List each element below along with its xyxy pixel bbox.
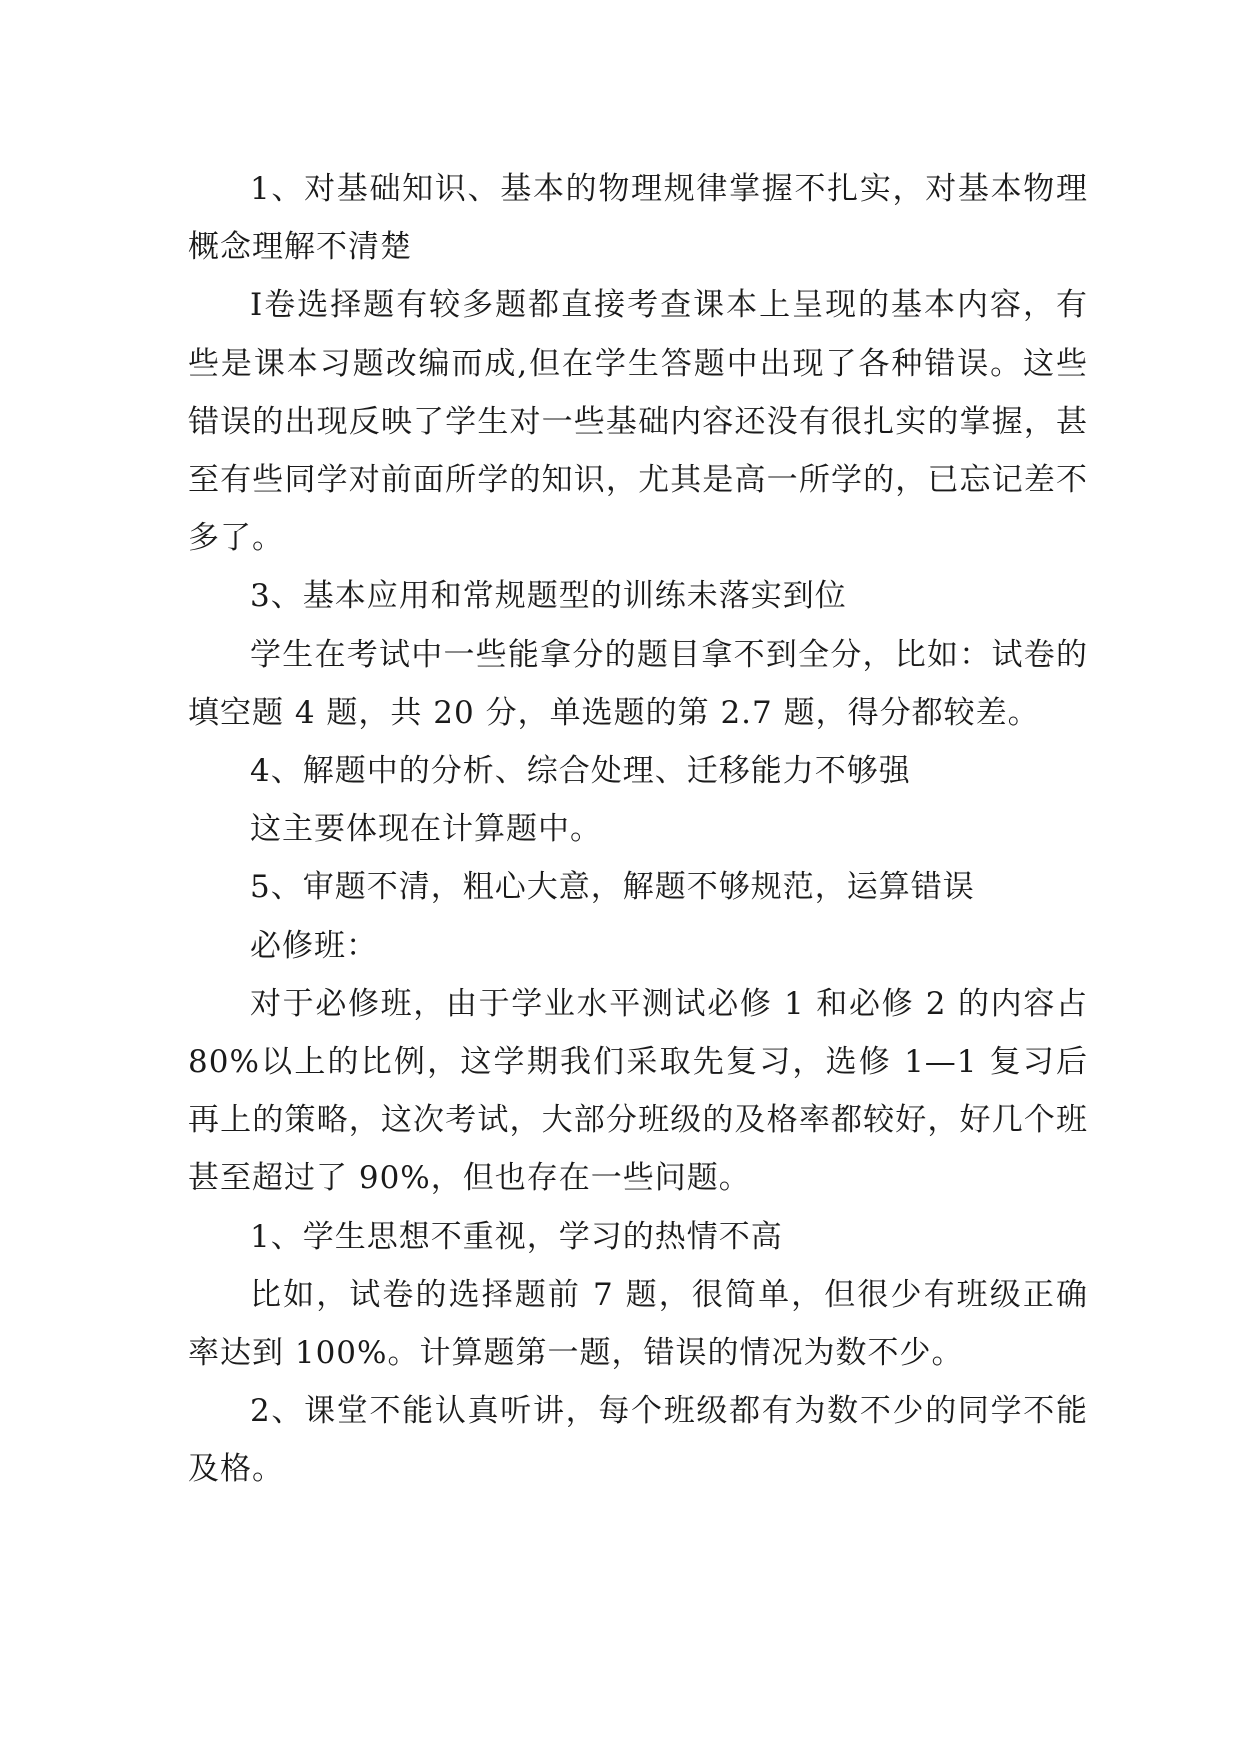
paragraph-heading-basic-knowledge: 1、对基础知识、基本的物理规律掌握不扎实，对基本物理概念理解不清楚 bbox=[188, 171, 1088, 266]
paragraph-multiple-choice-errors: Ⅰ卷选择题有较多题都直接考查课本上呈现的基本内容，有些是课本习题改编而成,但在学生答题中出现了各种错误。这些错误的出现反映了学生对一些基础内容还没有很扎实的掌握，甚至有些同学对前面所学的知识，尤其是高一所学的，已忘记差不多了。 bbox=[188, 287, 1088, 557]
paragraph-heading-practice: 3、基本应用和常规题型的训练未落实到位 bbox=[250, 578, 847, 615]
paragraph-required-class-heading: 必修班： bbox=[250, 927, 378, 964]
paragraph-score-loss: 学生在考试中一些能拿分的题目拿不到全分，比如：试卷的填空题 4 题，共 20 分，单选题的第 2.7 题，得分都较差。 bbox=[188, 636, 1088, 731]
paragraph-heading-attitude: 1、学生思想不重视，学习的热情不高 bbox=[250, 1218, 783, 1255]
document-body bbox=[188, 160, 1088, 1499]
paragraph-accuracy: 比如，试卷的选择题前 7 题，很简单，但很少有班级正确率达到 100%。计算题第一题，错误的情况为数不少。 bbox=[188, 1276, 1088, 1372]
paragraph-heading-carelessness: 5、审题不清，粗心大意，解题不够规范，运算错误 bbox=[250, 869, 975, 906]
paragraph-calculation: 这主要体现在计算题中。 bbox=[250, 811, 602, 848]
paragraph-heading-classroom: 2、课堂不能认真听讲，每个班级都有为数不少的同学不能及格。 bbox=[188, 1393, 1088, 1488]
paragraph-required-class-summary: 对于必修班，由于学业水平测试必修 1 和必修 2 的内容占 80%以上的比例，这学期我们采取先复习，选修 1—1 复习后再上的策略，这次考试，大部分班级的及格率都较好，好几个班甚至超过了 90%，但也存在一些问题。 bbox=[188, 985, 1088, 1197]
paragraph-heading-analysis: 4、解题中的分析、综合处理、迁移能力不够强 bbox=[250, 753, 911, 790]
